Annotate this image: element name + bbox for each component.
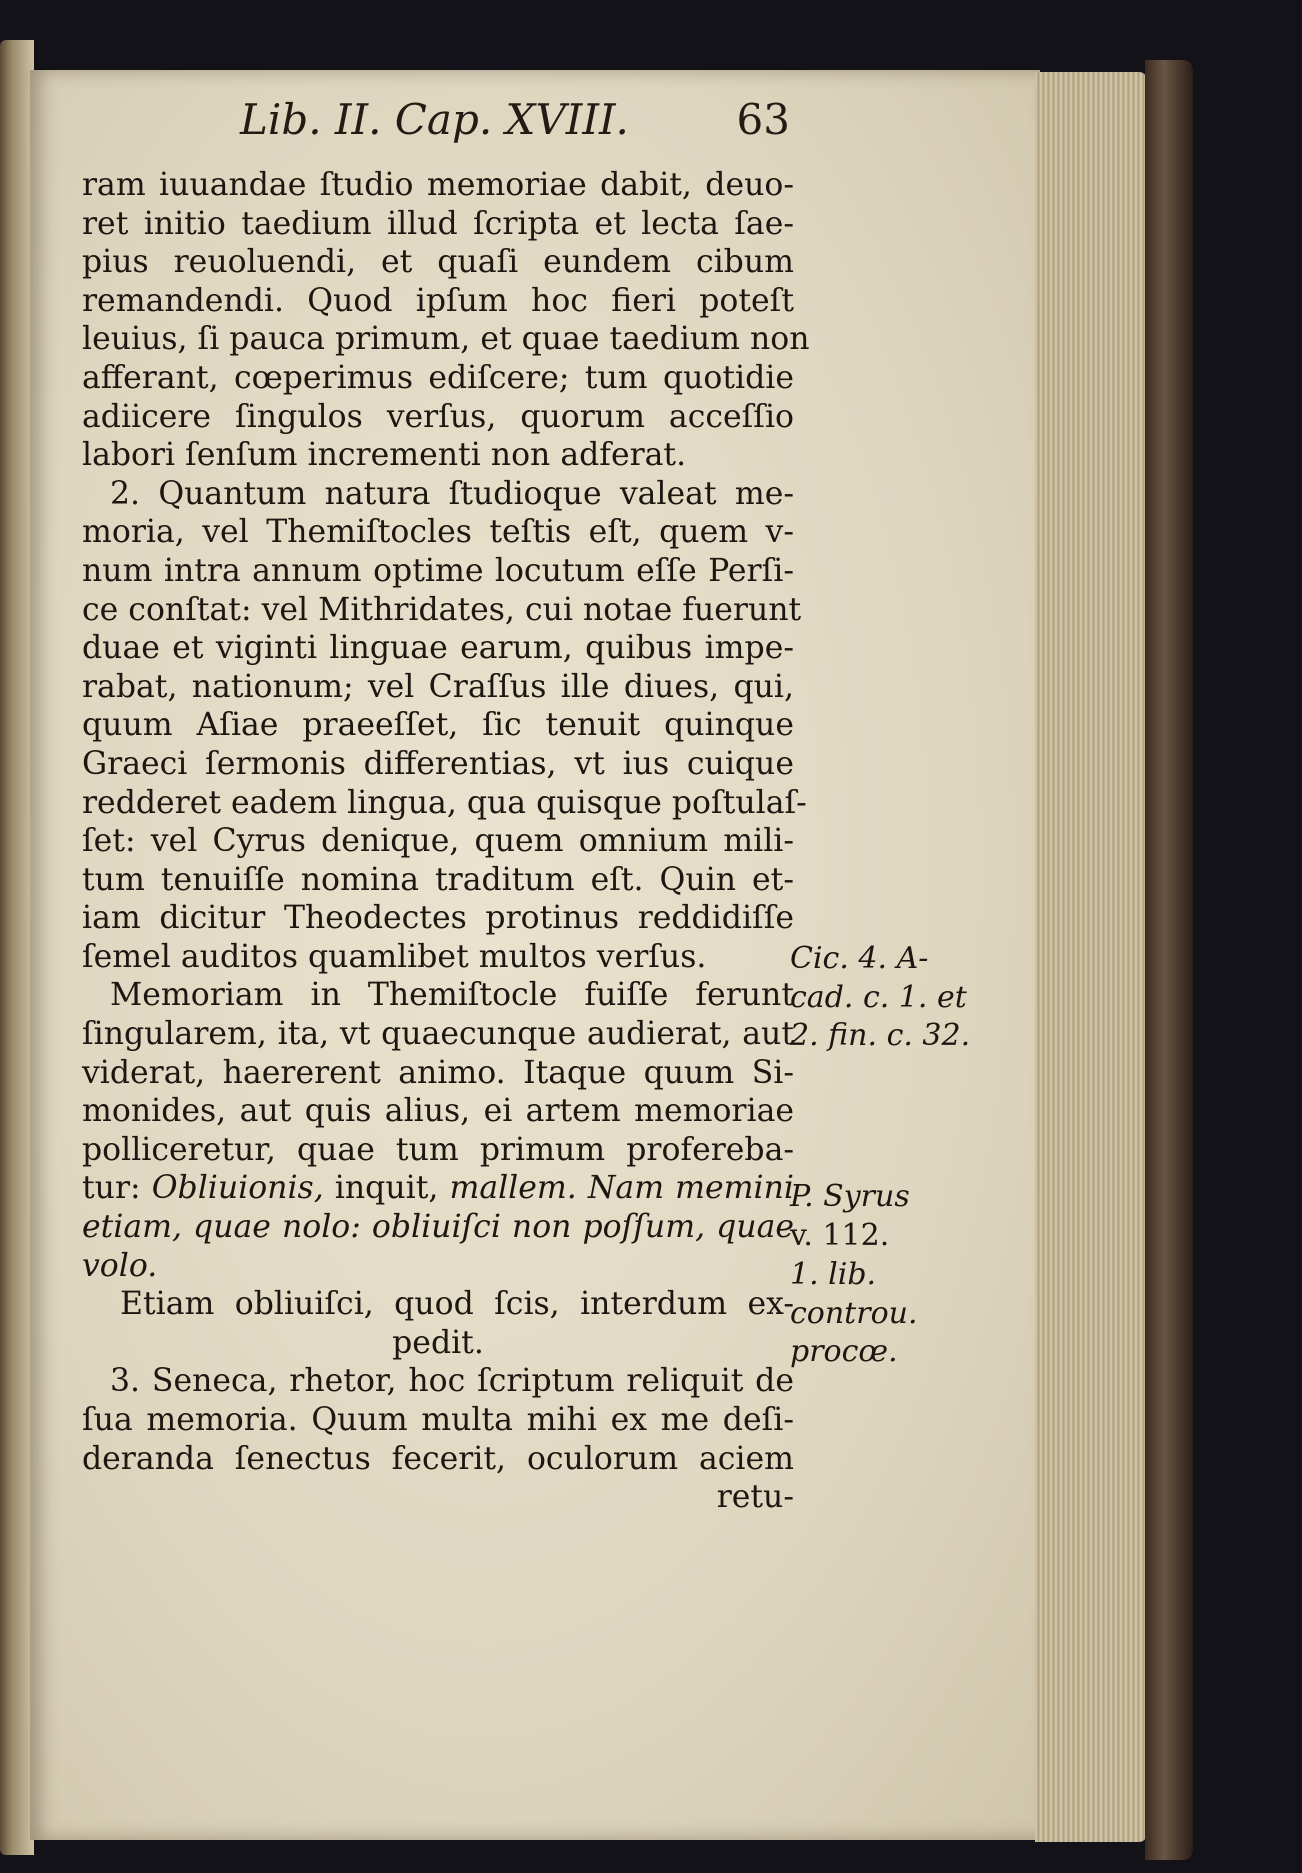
text-segment: tur:: [82, 1170, 152, 1207]
text-line: ſet: vel Cyrus denique, quem omnium mili-: [82, 823, 794, 860]
text-line: etiam, quae nolo: obliuiſci non poſſum, quae: [82, 1209, 794, 1246]
margin-note-line: cad. c. 1. et: [790, 979, 967, 1015]
italic-segment: mallem. Nam memini: [449, 1170, 794, 1207]
text-line: adiicere ſingulos verſus, quorum acceſſio: [82, 398, 794, 435]
text-line: leuius, ſi pauca primum, et quae taedium non: [82, 321, 810, 358]
text-line: retu-: [716, 1479, 794, 1516]
text-line: ram iuuandae ſtudio memoriae dabit, deuo-: [82, 167, 794, 203]
text-line: labori ſenſum incrementi non adferat.: [82, 437, 687, 474]
text-line: pius reuoluendi, et quaſi eundem cibum: [82, 244, 794, 281]
text-line: iam dicitur Theodectes protinus reddidiſſe: [82, 900, 794, 937]
margin-note-seneca: [790, 1256, 970, 1372]
text-line: num intra annum optime locutum eſſe Perſi-: [82, 552, 794, 589]
text-line: deranda ſenectus fecerit, oculorum aciem: [82, 1440, 794, 1477]
text-line: 3. Seneca, rhetor, hoc ſcriptum reliquit de: [110, 1363, 794, 1400]
margin-note-line: P. Syrus: [790, 1179, 910, 1214]
text-line: volo.: [82, 1247, 158, 1284]
text-line: duae et viginti linguae earum, quibus impe-: [82, 630, 794, 667]
margin-note-line: Cic. 4. A-: [790, 941, 929, 976]
text-line: Memoriam in Themiſtocle fuiſſe ferunt: [110, 977, 794, 1014]
page-number: 63: [736, 95, 790, 144]
margin-note-line: v. 112.: [790, 1217, 890, 1253]
margin-note-syrus: [790, 1178, 970, 1255]
previous-page-edge: [0, 40, 34, 1855]
text-line: quum Aſiae praeeſſet, ſic tenuit quinque: [82, 707, 794, 744]
margin-note-cicero: [790, 940, 970, 1056]
text-line: redderet eadem lingua, qua quisque poſtulaſ-: [82, 784, 807, 821]
text-line: Graeci ſermonis differentias, vt ius cuique: [82, 745, 794, 782]
text-line: moria, vel Themiſtocles teſtis eſt, quem v-: [82, 514, 794, 551]
text-line: ſua memoria. Quum multa mihi ex me deſi-: [82, 1402, 794, 1438]
running-title: Lib. II. Cap. XVIII.: [240, 95, 629, 144]
body-text: [82, 166, 810, 1517]
page-block-edges: [1035, 72, 1147, 1842]
text-line: ce conſtat: vel Mithridates, cui notae fuerunt: [82, 591, 802, 628]
text-line: 2. Quantum natura ſtudioque valeat me-: [110, 475, 794, 512]
text-line: ſemel auditos quamlibet multos verſus.: [82, 938, 707, 975]
text-line: afferant, cœperimus ediſcere; tum quotidie: [82, 359, 794, 396]
text-line: [82, 1169, 794, 1208]
margin-note-line: 1. lib.: [790, 1257, 877, 1292]
text-line: monides, aut quis alius, ei artem memoriae: [82, 1093, 794, 1130]
italic-segment: Obliuionis,: [151, 1170, 324, 1207]
text-line: ſingularem, ita, vt quaecunque audierat, aut: [82, 1016, 794, 1053]
text-line: ret initio taedium illud ſcripta et lecta ſae-: [82, 205, 794, 242]
book-cover: [1145, 60, 1193, 1860]
text-segment: inquit,: [323, 1170, 450, 1207]
text-line: tum tenuiſſe nomina traditum eſt. Quin et-: [82, 861, 794, 898]
text-line: rabat, nationum; vel Craſſus ille diues, qui,: [82, 668, 794, 705]
margin-note-line: procœ.: [790, 1334, 898, 1370]
margin-note-line: 2. fin. c. 32.: [790, 1018, 971, 1054]
margin-note-line: controu.: [790, 1295, 918, 1331]
text-line: viderat, haererent animo. Itaque quum Si-: [82, 1054, 794, 1091]
text-line: Etiam obliuiſci, quod ſcis, interdum ex-: [120, 1286, 794, 1323]
text-line: pedit.: [392, 1324, 484, 1361]
text-line: polliceretur, quae tum primum profereba-: [82, 1131, 794, 1168]
page-header: [230, 95, 790, 155]
text-line: remandendi. Quod ipſum hoc fieri poteſt: [82, 282, 794, 319]
